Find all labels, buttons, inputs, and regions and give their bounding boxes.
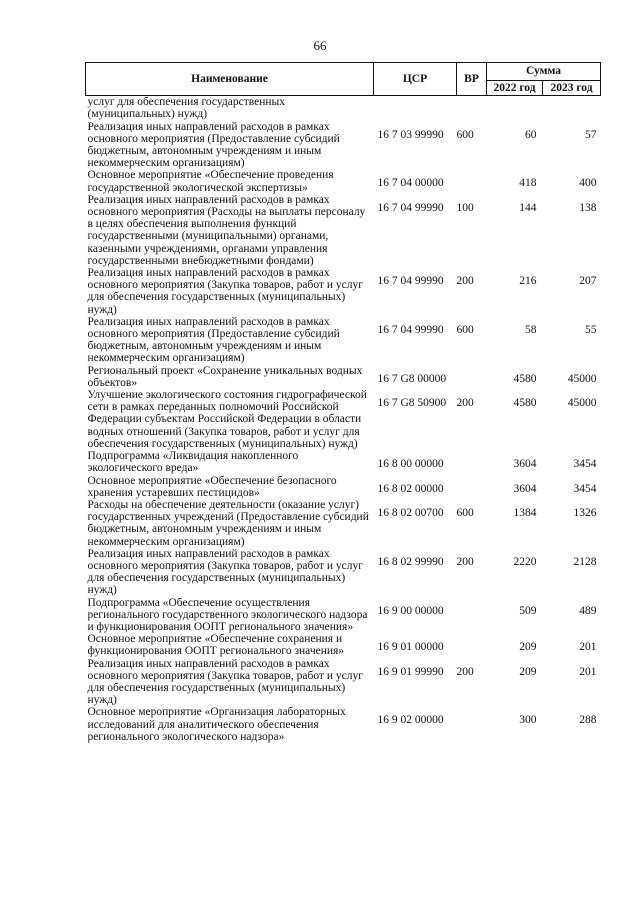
row-name: Региональный проект «Сохранение уникальных водных объектов» [87,364,363,389]
row-y22: 4580 [513,372,537,385]
row-y22: 418 [519,177,537,190]
table-row [86,633,601,657]
table-row [86,597,601,634]
row-y23: 57 [585,128,597,141]
row-csr: 16 8 02 00000 [377,482,444,495]
row-name: Улучшение экологического состояния гидрографической сети в рамках переданных полномочий Российской Федерации субъектам Российской Федерации в области водных отношений (Закупка товаров, работ и услуг для обеспечения государственных (муниципальных) нужд) [87,389,367,450]
row-y22: 509 [519,604,537,617]
row-csr: 16 7 04 99990 [377,275,444,288]
page-number: 66 [313,38,327,53]
row-csr: 16 9 00 00000 [377,604,444,617]
row-y22 [487,96,543,121]
header-vr: ВР [457,63,487,96]
row-vr: 600 [456,128,474,141]
row-csr: 16 7 04 00000 [377,177,444,190]
row-csr: 16 7 04 99990 [377,201,444,214]
row-y22: 1384 [513,506,537,519]
table-row [86,121,601,170]
row-name: Реализация иных направлений расходов в рамках основного мероприятия (Предоставление субсидий бюджетным, автономным учреждениям и иным некоммерческим организациям) [87,120,340,170]
row-name: Реализация иных направлений расходов в рамках основного мероприятия (Закупка товаров, работ и услуг для обеспечения государственных (муниципальных) нужд) [87,267,363,316]
row-y23: 288 [579,714,597,727]
row-y23: 55 [585,323,597,336]
row-y23: 201 [579,641,597,654]
row-name: Основное мероприятие «Организация лабораторных исследований для аналитического обеспечения регионального экологического надзора» [87,706,346,743]
table-row [86,658,601,707]
row-name: Основное мероприятие «Обеспечение сохранения и функционирования ООПТ регионального значения» [87,633,345,658]
table-row [86,169,601,193]
row-y23 [543,96,601,121]
row-y22: 209 [519,665,537,678]
row-csr: 16 7 03 99990 [377,128,444,141]
row-vr [457,633,487,657]
row-csr: 16 8 02 00700 [377,506,444,519]
header-name: Наименование [86,63,374,96]
row-y22: 3604 [513,458,537,471]
row-y23: 45000 [567,397,597,410]
row-name: Основное мероприятие «Обеспечение безопасного хранения устаревших пестицидов» [87,474,337,499]
row-csr: 16 9 02 00000 [377,714,444,727]
row-y22: 216 [519,275,537,288]
row-y22: 144 [519,201,537,214]
row-name: Реализация иных направлений расходов в рамках основного мероприятия (Закупка товаров, работ и услуг для обеспечения государственных (муниципальных) нужд) [87,657,363,707]
header-year-2022: 2022 год [487,81,543,96]
row-csr: 16 9 01 99990 [377,665,444,678]
header-csr: ЦСР [374,63,457,96]
row-y23: 207 [579,275,597,288]
header-sum: Сумма [487,63,601,81]
row-vr: 200 [456,555,474,568]
row-csr: 16 7 G8 00000 [377,372,447,385]
row-y23: 3454 [573,482,597,495]
row-csr: 16 9 01 00000 [377,641,444,654]
row-y23: 201 [579,665,597,678]
row-vr: 100 [456,201,474,214]
table-row [86,706,601,743]
row-vr: 600 [456,323,474,336]
row-vr: 200 [456,275,474,288]
row-y22: 4580 [513,397,537,410]
row-y22: 300 [519,714,537,727]
row-y22: 60 [525,128,537,141]
table-row [86,194,601,267]
row-y22: 209 [519,641,537,654]
row-y22: 58 [525,323,537,336]
row-csr: 16 7 04 99990 [377,323,444,336]
row-name: Реализация иных направлений расходов в рамках основного мероприятия (Предоставление субсидий бюджетным, автономным учреждениям и иным некоммерческим организациям) [87,315,340,365]
row-name: Основное мероприятие «Обеспечение проведения государственной экологической экспертизы» [87,169,334,194]
row-name: Реализация иных направлений расходов в рамках основного мероприятия (Расходы на выплаты персоналу в целях обеспечения выполнения функций государственными (муниципальными) органами, казенными учреждениями, органами управления государственными внебюджетными фондами) [87,193,366,267]
row-vr [457,706,487,743]
row-y22: 2220 [513,555,537,568]
row-vr [457,475,487,499]
row-vr: 200 [456,665,474,678]
row-csr: 16 8 00 00000 [377,458,444,471]
table-row [86,365,601,389]
row-y23: 138 [579,201,597,214]
table-body [86,96,601,743]
table-row [86,389,601,450]
table-row [86,450,601,474]
row-y23: 489 [579,604,597,617]
row-y23: 3454 [573,458,597,471]
row-y23: 2128 [573,555,597,568]
table-row [86,267,601,316]
row-csr [374,96,457,121]
row-vr [457,450,487,474]
row-vr [457,169,487,193]
table-row [86,548,601,597]
row-y23: 45000 [567,372,597,385]
row-vr: 600 [456,506,474,519]
row-name: Расходы на обеспечение деятельности (оказание услуг) государственных учреждений (Предоставление субсидий бюджетным, автономным учреждениям и иным некоммерческим организациям) [87,498,369,548]
row-vr: 200 [456,397,474,410]
row-y23: 1326 [573,506,597,519]
row-vr [457,365,487,389]
table-row [86,475,601,499]
budget-table [85,62,601,743]
row-csr: 16 8 02 99990 [377,555,444,568]
row-name: Реализация иных направлений расходов в рамках основного мероприятия (Закупка товаров, работ и услуг для обеспечения государственных (муниципальных) нужд) [87,547,363,597]
header-year-2023: 2023 год [543,81,601,96]
table-row [86,499,601,548]
row-name: Подпрограмма «Ликвидация накопленного экологического вреда» [87,450,299,475]
row-name: Подпрограмма «Обеспечение осуществления регионального государственного экологического надзора и функционирования ООПТ регионального значения» [87,596,368,633]
row-name: услуг для обеспечения государственных (муниципальных) нужд) [87,96,285,121]
row-vr [457,96,487,121]
table-row [86,96,601,121]
row-y22: 3604 [513,482,537,495]
row-vr [457,597,487,634]
table-row [86,316,601,365]
row-y23: 400 [579,177,597,190]
row-csr: 16 7 G8 50900 [377,397,447,410]
table-header [86,63,601,96]
